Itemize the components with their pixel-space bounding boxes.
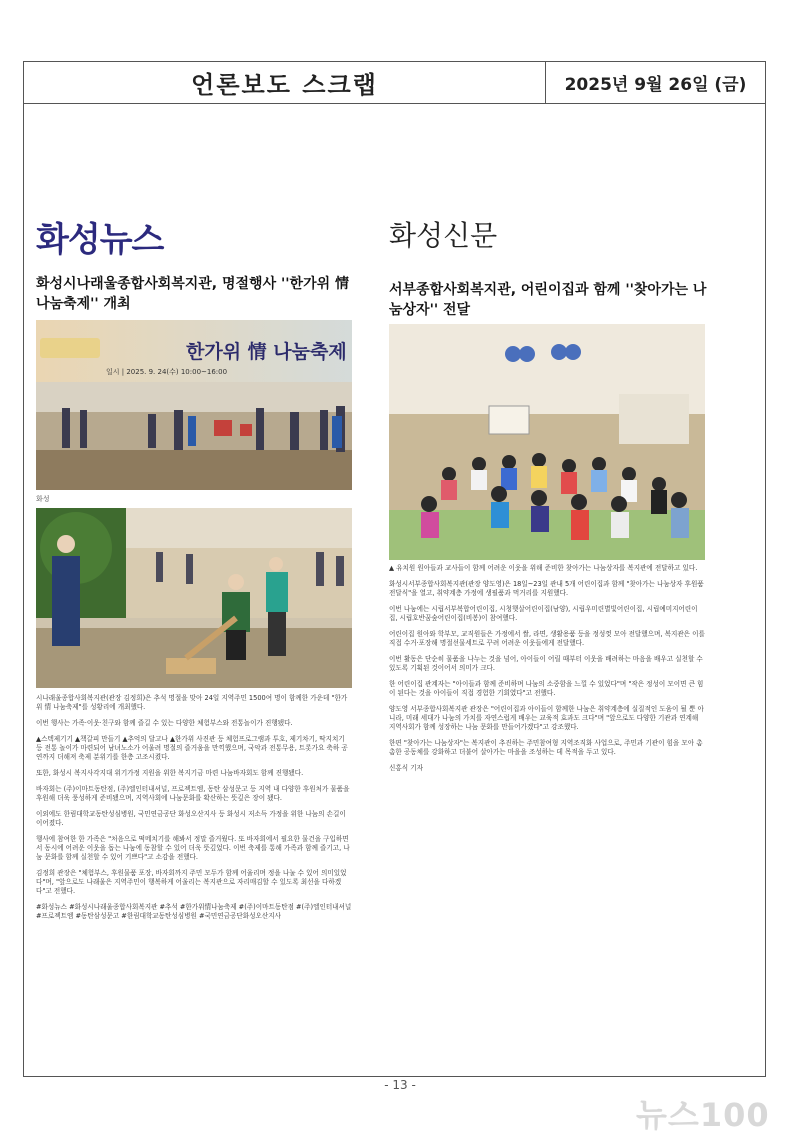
byline: 신홍식 기자 (389, 764, 423, 772)
banner-text: 한가위 情 나눔축제 (186, 341, 347, 363)
article-headline-left: 화성시나래울종합사회복지관, 명절행사 ''한가위 情 나눔축제'' 개최 (36, 276, 349, 312)
date-label: 2025년 9월 26일 (금) (564, 75, 747, 95)
page-number: - 13 - (384, 1078, 416, 1092)
kindergarten-group-photo (389, 324, 705, 560)
hashtags: #화성뉴스 #화성시나래울종합사회복지관 #추석 #한가위情나눔축제 #(주)이마트동탄점 #(주)엘인터내셔널 #프로젝트엠 #동탄삼성문고 #한림대학교동탄성심병원 #국민연금공단화성오산지사 (36, 903, 352, 920)
paragraph: 행사에 참여한 한 가족은 "처음으로 떡메치기를 해봐서 정말 즐거웠다. 또 바자회에서 필요한 물건을 구입하면서 동시에 어려운 이웃을 돕는 나눔에 동참할 수 있어 더욱 뜻깊었다. 이번 축제를 통해 가족과 함께 즐기고, 나눔 문화를 함께 실천할 수 있어 기쁘다"고 소감을 전했다. (36, 835, 350, 861)
photo-caption: 화성 (36, 495, 50, 503)
paragraph: 한편 "찾아가는 나눔상자"는 복지관이 추진하는 주민참여형 지역조직화 사업으로, 주민과 기관이 힘을 모아 촘촘한 공동체를 강화하고 더불어 살아가는 마을을 조성하는 데 목적을 두고 있다. (389, 739, 703, 756)
page-title: 언론보도 스크랩 (24, 62, 546, 103)
outlet-logo-hwaseong-sinmun: 화성신문 (389, 219, 498, 252)
paragraph: 어린이집 원아와 학부모, 교직원들은 가정에서 쌀, 라면, 생활용품 등을 정성껏 모아 전달했으며, 복지관은 이를 직접 수거·포장해 명절선물세트로 꾸려 어려운 이웃들에게 전달했다. (389, 630, 705, 647)
festival-banner-photo (36, 320, 352, 490)
paragraph: 이번 행사는 가족·이웃·친구와 함께 즐길 수 있는 다양한 체험부스와 전통놀이가 진행됐다. (36, 719, 293, 727)
paragraph: 시나래울종합사회복지관(관장 김정희)은 추석 명절을 맞아 24일 지역주민 1500여 명이 함께한 가운데 "한가위 情 나눔축제"를 성황리에 개최했다. (36, 694, 348, 711)
watermark-logo: 뉴스100 (636, 1096, 770, 1131)
paragraph: ▲스텍제기기 ▲책갈피 만들기 ▲추억의 달고나 ▲한가위 사진관 등 체험프로그램과 투호, 제기차기, 딱지치기 등 전통 놀이가 마련되어 남녀노소가 어울려 명절의 즐거움을 만끽했으며, 국악과 전통무용, 트롯가요 축하 공연까지 더해져 축제 분위기를 한층 고조시켰다. (36, 735, 348, 761)
photo-caption: ▲ 유치원 원아들과 교사들이 함께 어려운 이웃을 위해 준비한 찾아가는 나눔상자를 복지관에 전달하고 있다. (389, 564, 698, 572)
outlet-logo-hwaseong-news: 화성뉴스 (36, 220, 164, 260)
rice-cake-pounding-photo (36, 508, 352, 688)
paragraph: 양도영 서부종합사회복지관 관장은 "어린이집과 아이들이 함께한 나눔은 취약계층에 실질적인 도움이 될 뿐 아니라, 미래 세대가 나눔의 가치를 자연스럽게 배우는 교육적 효과도 크다"며 "앞으로도 다양한 기관과 연계해 지역사회가 함께 성장하는 나눔 문화를 만들어가겠다"고 강조했다. (389, 705, 704, 731)
paragraph: 바자회는 (주)이마트동탄점, (주)엘인터내셔널, 프로젝트엠, 동탄 삼성문고 등 지역 내 다양한 후원처가 물품을 후원해 더욱 풍성하게 준비됐으며, 지역사회에 나눔문화를 확산하는 뜻깊은 장이 됐다. (36, 785, 350, 802)
paragraph: 이번 활동은 단순히 물품을 나누는 것을 넘어, 아이들이 어릴 때부터 이웃을 배려하는 마음을 배우고 실천할 수 있도록 기획된 것이어서 의미가 크다. (389, 655, 703, 672)
article-body-left (36, 694, 352, 928)
paragraph: 이외에도 한림대학교동탄성심병원, 국민연금공단 화성오산지사 등 화성시 저소득 가정을 위한 나눔의 손길이 이어졌다. (36, 810, 346, 827)
paragraph: 이번 나눔에는 시립서부복합어린이집, 시청햇살어린이집(남양), 시립우미린별빛어린이집, 시립예미지어린이집, 시립호반꿈숲어린이집(비봉)이 참여했다. (389, 605, 698, 622)
article-body-right (389, 564, 705, 780)
article-headline-right: 서부종합사회복지관, 어린이집과 함께 ''찾아가는 나눔상자'' 전달 (389, 282, 707, 318)
paragraph: 김정희 관장은 "체험부스, 후원물품 포장, 바자회까지 주민 모두가 함께 어울리며 정을 나눌 수 있어 의미있었다"며, "앞으로도 나래울은 지역주민이 행복하게 어울리는 복지관으로 자리매김할 수 있도록 최선을 다하겠다"고 전했다. (36, 869, 347, 895)
banner-date: 일시 | 2025. 9. 24(수) 10:00~16:00 (106, 368, 228, 376)
header (24, 62, 765, 104)
paragraph: 화성시서부종합사회복지관(관장 양도영)은 18일~23일 관내 5개 어린이집과 함께 "찾아가는 나눔상자 후원품 전달식"을 열고, 취약계층 가정에 생필품과 먹거리를 지원했다. (389, 580, 704, 597)
paragraph: 한 어린이집 관계자는 "아이들과 함께 준비하며 나눔의 소중함을 느낄 수 있었다"며 "작은 정성이 모이면 큰 힘이 된다는 것을 아이들이 직접 경험한 기회였다"고 전했다. (389, 680, 704, 697)
paragraph: 또한, 화성시 복지사각지대 위기가정 지원을 위한 복지기금 마련 나눔바자회도 함께 진행됐다. (36, 769, 304, 777)
scrap-frame (23, 61, 766, 1077)
